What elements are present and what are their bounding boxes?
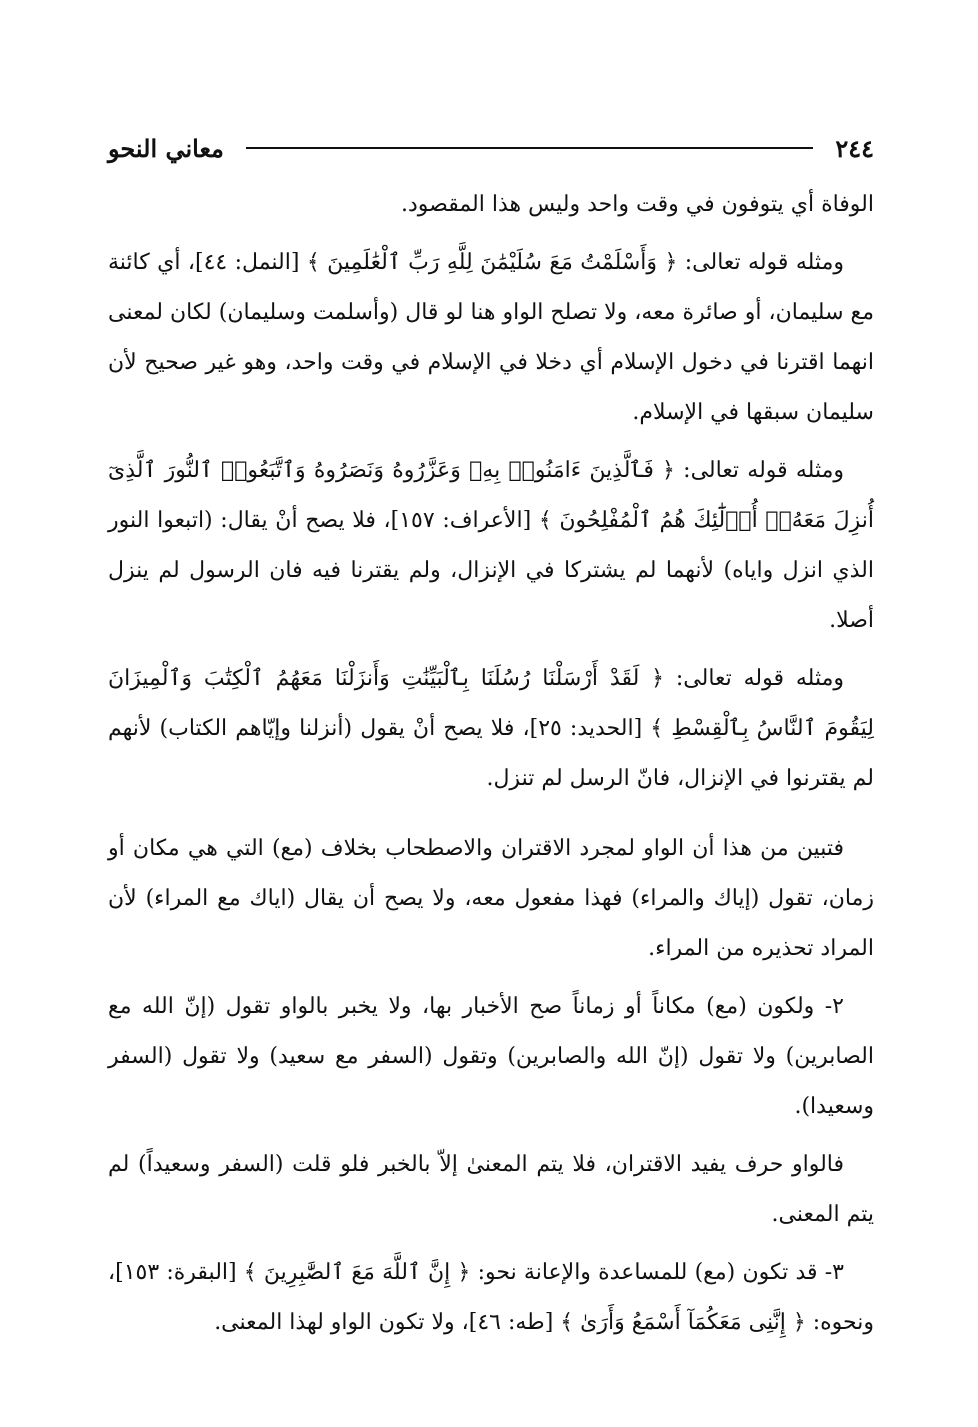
paragraph: فالواو حرف يفيد الاقتران، فلا يتم المعنىٰ إلاّ بالخبر فلو قلت (السفر وسعيداً) لم يتم المعنى. (108, 1152, 874, 1227)
paragraph: ومثله قوله تعالى: ﴿ فَٱلَّذِينَ ءَامَنُوا۟ بِهِۦ وَعَزَّرُوهُ وَنَصَرُوهُ وَٱتَّبَعُوا۟ ٱلنُّورَ ٱلَّذِىٓ أُنزِلَ مَعَهُۥٓ أُو۟لَٰٓئِكَ هُمُ ٱلْمُفْلِحُونَ ﴾ [الأعراف: ١٥٧]، فلا يصح أنْ يقال: (اتبعوا النور الذي انزل واياه) لأنهما لم يشتركا في الإنزال، ولم يقترنا فيه فان الرسول لم ينزل أصلا. (108, 458, 874, 633)
header-rule (246, 147, 813, 149)
book-title: معاني النحو (108, 133, 224, 163)
paragraph: ومثله قوله تعالى: ﴿ وَأَسْلَمْتُ مَعَ سُلَيْمَٰنَ لِلَّهِ رَبِّ ٱلْعَٰلَمِينَ ﴾ [النمل: ٤٤]، أي كائنة مع سليمان، أو صائرة معه، ولا تصلح الواو هنا لو قال (وأسلمت وسليمان) لكان لمعنى انهما اقترنا في دخول الإسلام أي دخلا في الإسلام في وقت واحد، وهو غير صحيح لأن سليمان سبقها في الإسلام. (108, 250, 874, 425)
paragraph: ٢- ولكون (مع) مكاناً أو زماناً صح الأخبار بها، ولا يخبر بالواو تقول (إنّ الله مع الصابرين) ولا تقول (إنّ الله والصابرين) وتقول (السفر مع سعيد) ولا تقول (السفر وسعيدا). (108, 994, 874, 1119)
page-header (108, 128, 874, 168)
paragraph: ٣- قد تكون (مع) للمساعدة والإعانة نحو: ﴿ إِنَّ ٱللَّهَ مَعَ ٱلصَّٰبِرِينَ ﴾ [البقرة: ١٥٣]، ونحوه: ﴿ إِنَّنِى مَعَكُمَآ أَسْمَعُ وَأَرَىٰ ﴾ [طه: ٤٦]، ولا تكون الواو لهذا المعنى. (108, 1260, 874, 1335)
page-number: ٢٤٤ (835, 133, 874, 163)
paragraph: فتبين من هذا أن الواو لمجرد الاقتران والاصطحاب بخلاف (مع) التي هي مكان أو زمان، تقول (إياك والمراء) فهذا مفعول معه، ولا يصح أن يقال (اياك مع المراء) لأن المراد تحذيره من المراء. (108, 836, 874, 961)
paragraph: ومثله قوله تعالى: ﴿ لَقَدْ أَرْسَلْنَا رُسُلَنَا بِٱلْبَيِّنَٰتِ وَأَنزَلْنَا مَعَهُمُ ٱلْكِتَٰبَ وَٱلْمِيزَانَ لِيَقُومَ ٱلنَّاسُ بِٱلْقِسْطِ ﴾ [الحديد: ٢٥]، فلا يصح أنْ يقول (أنزلنا وإيّاهم الكتاب) لأنهم لم يقترنوا في الإنزال، فانّ الرسل لم تنزل. (108, 666, 874, 791)
paragraph: الوفاة أي يتوفون في وقت واحد وليس هذا المقصود. (400, 192, 874, 217)
body-text (108, 180, 874, 1348)
